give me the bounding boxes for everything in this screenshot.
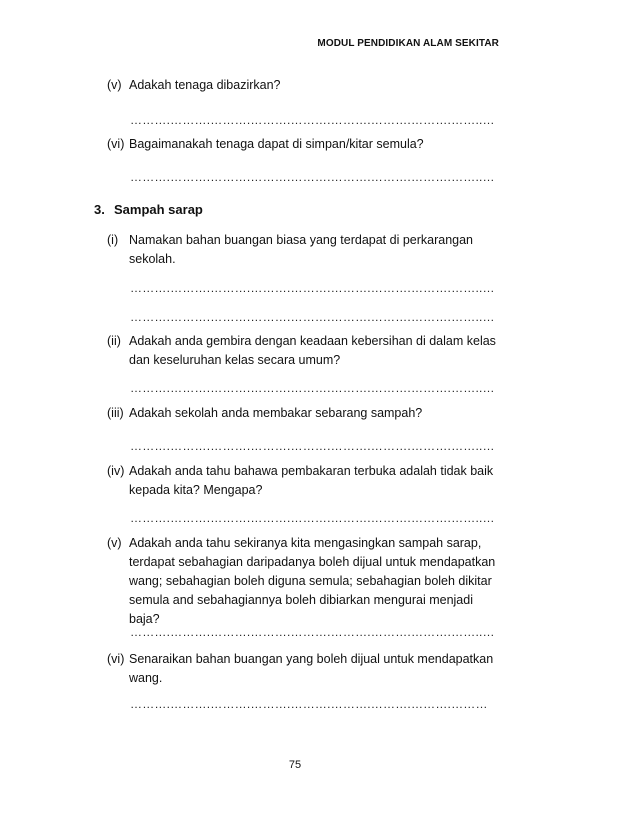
question-text: wang. [129,671,163,685]
question-number: (v) [107,536,122,550]
question-number: (iii) [107,406,124,420]
answer-line[interactable]: ……….……….……….……….……….……….……….……….……… [130,697,488,711]
answer-line[interactable]: ……….……….……….……….……….……….……….……….……..… [130,113,495,127]
question-number: (v) [107,78,122,92]
question-v-energy [107,76,507,95]
answer-line[interactable]: ……….……….……….……….……….……….……….……….……..… [130,439,495,453]
section-heading [94,202,203,217]
question-text: terdapat sebahagian daripadanya boleh dijual untuk mendapatkan [129,555,496,569]
question-i [107,231,507,269]
question-text: kepada kita? Mengapa? [129,483,263,497]
question-text: Adakah sekolah anda membakar sebarang sampah? [129,406,423,420]
question-number: (vi) [107,652,125,666]
question-number: (i) [107,233,119,247]
question-v [107,534,507,629]
answer-line[interactable]: ……….……….……….……….……….……….……….……….……..… [130,511,495,525]
question-text: Bagaimanakah tenaga dapat di simpan/kitar semula? [129,137,424,151]
question-text: Adakah anda gembira dengan keadaan kebersihan di dalam kelas [129,334,496,348]
question-number: (vi) [107,137,125,151]
answer-line[interactable]: ……….……….……….……….……….……….……….……….……..… [130,381,495,395]
section-number: 3. [94,202,105,217]
question-vi [107,650,507,688]
question-text: baja? [129,612,160,626]
question-vi-energy [107,135,507,154]
question-text: Adakah anda tahu bahawa pembakaran terbuka adalah tidak baik [129,464,494,478]
answer-line[interactable]: ……….……….……….……….……….……….……….……….……..… [130,625,495,639]
answer-line[interactable]: ……….……….……….……….……….……….……….……….……..… [130,170,495,184]
question-iv [107,462,507,500]
question-text: Namakan bahan buangan biasa yang terdapat di perkarangan [129,233,474,247]
section-title: Sampah sarap [114,202,203,217]
question-ii [107,332,507,370]
question-text: Adakah anda tahu sekiranya kita mengasingkan sampah sarap, [129,536,482,550]
question-text: semula and sebahagiannya boleh dibiarkan mengurai menjadi [129,593,473,607]
question-iii [107,404,507,423]
question-number: (iv) [107,464,125,478]
question-text: sekolah. [129,252,176,266]
page-number: 75 [288,759,302,771]
question-text: Senaraikan bahan buangan yang boleh dijual untuk mendapatkan [129,652,494,666]
question-text: Adakah tenaga dibazirkan? [129,78,281,92]
question-text: wang; sebahagian boleh diguna semula; sebahagian boleh dikitar [129,574,492,588]
answer-line[interactable]: ……….……….……….……….……….……….……….……….……..… [130,310,495,324]
question-number: (ii) [107,334,121,348]
question-text: dan keseluruhan kelas secara umum? [129,353,341,367]
answer-line[interactable]: ……….……….……….……….……….……….……….……….……..… [130,281,495,295]
page-header: MODUL PENDIDIKAN ALAM SEKITAR [317,38,499,49]
